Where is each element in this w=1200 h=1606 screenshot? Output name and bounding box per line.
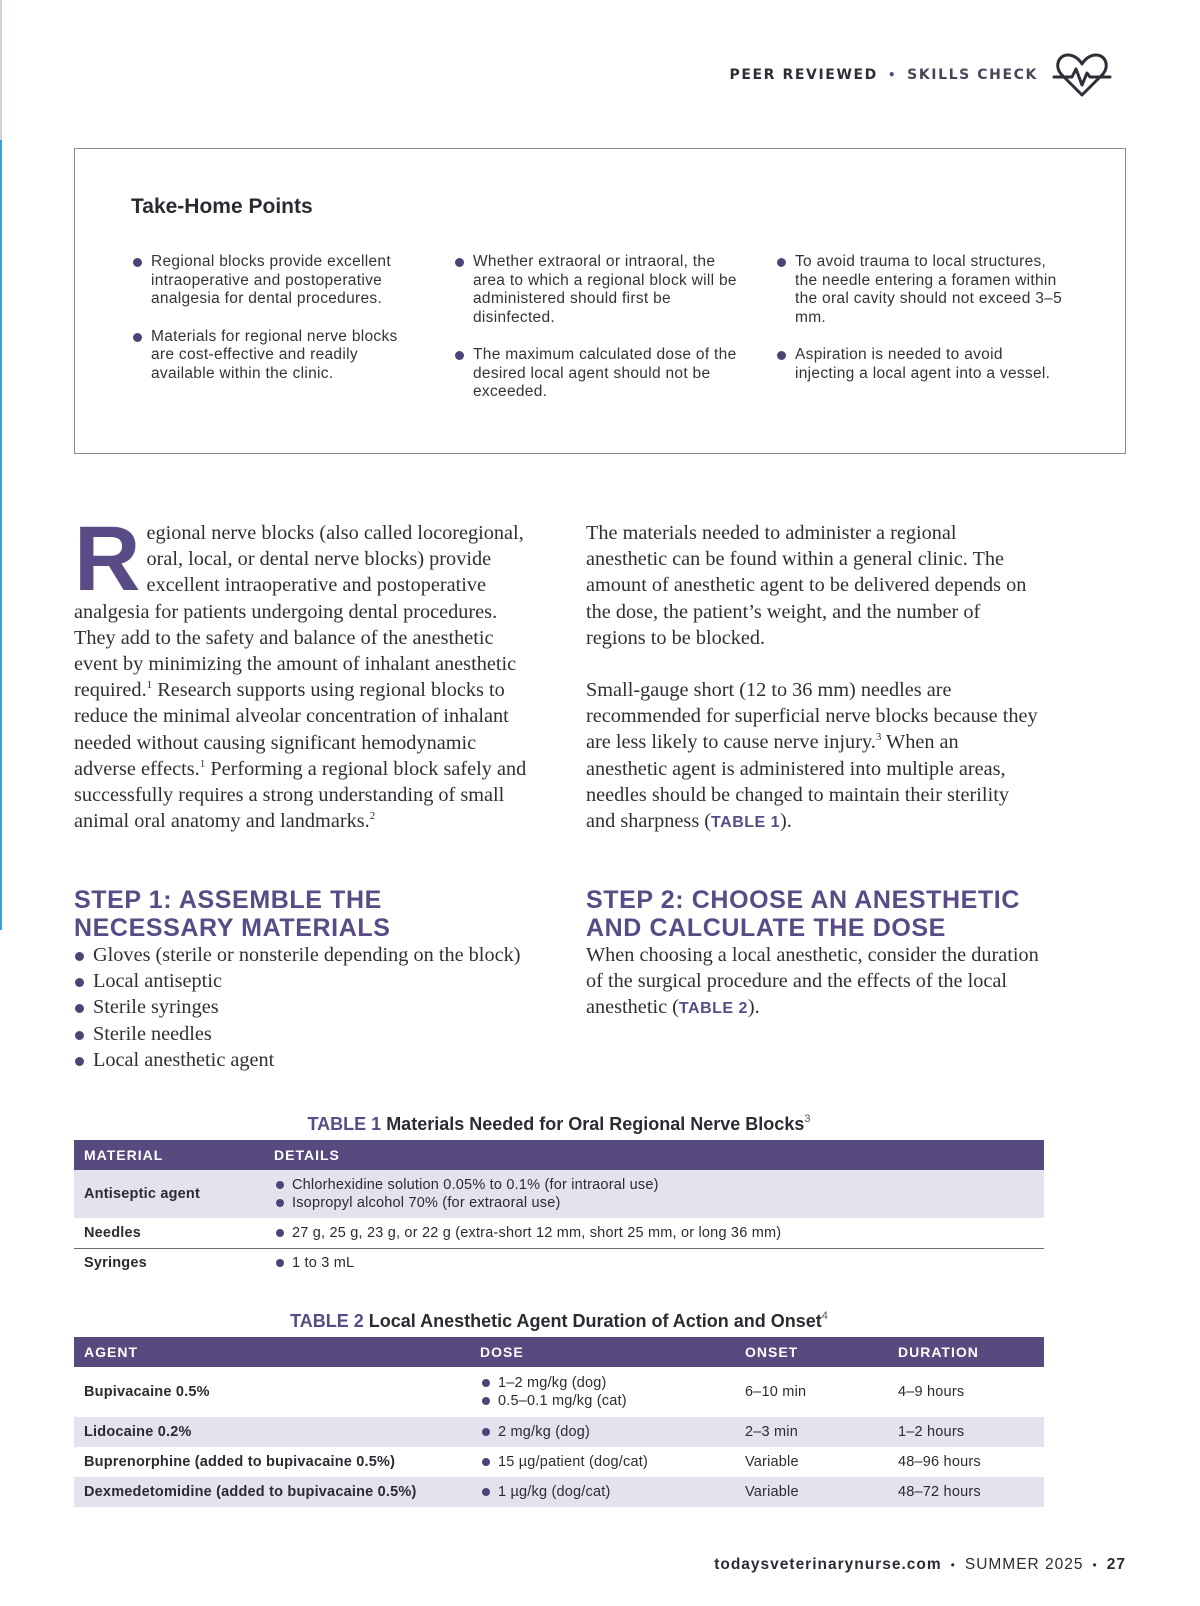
table-1-caption xyxy=(74,1114,1044,1135)
step-2-sentence: When choosing a local anesthetic, consider the duration of the surgical procedure and the effects of the local anesthetic ( xyxy=(586,944,1039,1019)
column-header: ONSET xyxy=(735,1337,888,1367)
step-2-heading-line-2: AND CALCULATE THE DOSE xyxy=(586,914,946,942)
left-edge-accent xyxy=(0,0,2,930)
header-separator: • xyxy=(887,68,898,82)
intro-paragraph xyxy=(74,508,530,834)
needles-paragraph xyxy=(586,677,1042,836)
dose-item: 0.5–0.1 mg/kg (cat) xyxy=(480,1392,725,1411)
citation: 4 xyxy=(821,1310,828,1322)
step-2-sentence-end: ). xyxy=(747,996,760,1019)
needles-sentence-end: ). xyxy=(780,810,792,833)
table-row xyxy=(74,1248,1044,1278)
material-cell: Antiseptic agent xyxy=(74,1170,264,1218)
citation: 1 xyxy=(199,757,206,770)
details-cell xyxy=(264,1218,1044,1248)
list-item: Gloves (sterile or nonsterile depending on the block) xyxy=(74,942,544,968)
intro-text xyxy=(74,508,530,834)
step-2-paragraph xyxy=(586,942,1042,1023)
detail-item: Chlorhexidine solution 0.05% to 0.1% (for intraoral use) xyxy=(274,1176,1034,1195)
take-home-box xyxy=(74,148,1126,454)
header-label xyxy=(729,67,1038,83)
step-2-text xyxy=(586,942,1042,1023)
take-home-item: Aspiration is needed to avoid injecting a local agent into a vessel. xyxy=(775,346,1065,383)
table-row xyxy=(74,1417,1044,1447)
heart-pulse-icon xyxy=(1052,51,1112,99)
onset-cell: Variable xyxy=(745,1454,799,1470)
materials-paragraph: The materials needed to administer a regional anesthetic can be found within a general clinic. The amount of anesthetic agent to be delivered depends on the dose, the patient’s weight, and the number of regions to be blocked. xyxy=(586,522,1027,649)
take-home-column-2 xyxy=(453,253,743,421)
agent-cell: Dexmedetomidine (added to bupivacaine 0.5%) xyxy=(74,1477,470,1507)
dose-item: 1 µg/kg (dog/cat) xyxy=(480,1483,725,1502)
dose-cell xyxy=(470,1417,735,1447)
table-header-row xyxy=(74,1140,1044,1170)
agent-cell: Lidocaine 0.2% xyxy=(74,1417,470,1447)
needles-sentence-2: When an anesthetic agent is administered into multiple areas, needles should be changed to maintain their sterility and sharpness ( xyxy=(586,731,1009,833)
intro-sentence-2: Research supports using regional blocks to reduce the minimal alveolar concentration of inhalant needed without causing significant hemodynamic adverse effects. xyxy=(74,679,509,780)
column-header: MATERIAL xyxy=(74,1140,264,1170)
duration-cell: 4–9 hours xyxy=(898,1384,965,1400)
dose-item: 15 µg/patient (dog/cat) xyxy=(480,1453,725,1472)
footer-separator: • xyxy=(1092,1558,1098,1572)
details-cell xyxy=(264,1248,1044,1278)
citation: 1 xyxy=(146,679,153,692)
table-2 xyxy=(74,1337,1044,1507)
citation: 3 xyxy=(875,731,882,744)
duration-cell: 48–72 hours xyxy=(888,1477,1044,1507)
table-2-title: Local Anesthetic Agent Duration of Action and Onset xyxy=(363,1311,822,1331)
table-row xyxy=(74,1170,1044,1218)
take-home-item: Materials for regional nerve blocks are cost-effective and readily available within the clinic. xyxy=(131,328,421,384)
step-2-heading xyxy=(586,886,1020,942)
material-cell: Syringes xyxy=(84,1255,147,1272)
table-row xyxy=(74,1367,1044,1417)
column-header: DURATION xyxy=(888,1337,1044,1367)
list-item: Local antiseptic xyxy=(74,968,544,994)
right-intro xyxy=(586,520,1042,836)
table-row xyxy=(74,1447,1044,1477)
dose-item: 2 mg/kg (dog) xyxy=(480,1423,725,1442)
header-peer-reviewed: PEER REVIEWED xyxy=(729,67,878,83)
table-1-number: TABLE 1 xyxy=(307,1114,382,1134)
table-1 xyxy=(74,1140,1044,1278)
needles-sentence-1: Small-gauge short (12 to 36 mm) needles are recommended for superficial nerve blocks because they are less likely to cause nerve injury. xyxy=(586,679,1038,754)
dose-item: 1–2 mg/kg (dog) xyxy=(480,1374,725,1393)
footer-issue: SUMMER 2025 xyxy=(964,1556,1084,1573)
detail-item: 1 to 3 mL xyxy=(274,1254,1034,1273)
details-cell xyxy=(264,1170,1044,1218)
table-row xyxy=(74,1477,1044,1507)
column-header: DOSE xyxy=(470,1337,735,1367)
intro-sentence-3: Performing a regional block safely and successfully requires a strong understanding of small animal oral anatomy and landmarks. xyxy=(74,757,527,833)
dose-cell xyxy=(470,1477,735,1507)
material-cell: Needles xyxy=(74,1218,264,1248)
materials-list xyxy=(74,942,544,1073)
column-header: DETAILS xyxy=(264,1140,1044,1170)
onset-cell: 2–3 min xyxy=(735,1417,888,1447)
take-home-item: Whether extraoral or intraoral, the area to which a regional block will be administered should first be disinfected. xyxy=(453,253,743,327)
table-2-caption xyxy=(74,1311,1044,1332)
footer-separator: • xyxy=(950,1558,956,1572)
take-home-item: Regional blocks provide excellent intraoperative and postoperative analgesia for dental procedures. xyxy=(131,253,421,309)
citation: 2 xyxy=(369,810,376,823)
take-home-title: Take-Home Points xyxy=(131,195,313,218)
step-2-heading-line-1: STEP 2: CHOOSE AN ANESTHETIC xyxy=(586,886,1020,914)
take-home-item: To avoid trauma to local structures, the needle entering a foramen within the oral cavity should not exceed 3–5 mm. xyxy=(775,253,1065,327)
step-1-heading-line-1: STEP 1: ASSEMBLE THE xyxy=(74,886,382,914)
step-1-heading xyxy=(74,886,391,942)
detail-item: Isopropyl alcohol 70% (for extraoral use) xyxy=(274,1194,1034,1213)
page-number: 27 xyxy=(1106,1556,1126,1573)
dose-cell xyxy=(470,1447,735,1477)
list-item: Local anesthetic agent xyxy=(74,1047,544,1073)
table-row xyxy=(74,1218,1044,1248)
page-footer xyxy=(714,1556,1126,1574)
page-header xyxy=(729,50,1112,100)
table-1-reference[interactable]: TABLE 1 xyxy=(711,814,781,832)
take-home-column-3 xyxy=(775,253,1065,402)
list-item: Sterile needles xyxy=(74,1021,544,1047)
table-1-title: Materials Needed for Oral Regional Nerve Blocks xyxy=(381,1114,805,1134)
table-header-row xyxy=(74,1337,1044,1367)
agent-cell: Buprenorphine (added to bupivacaine 0.5%) xyxy=(84,1454,396,1470)
step-1-heading-line-2: NECESSARY MATERIALS xyxy=(74,914,391,942)
duration-cell: 1–2 hours xyxy=(888,1417,1044,1447)
onset-cell: 6–10 min xyxy=(745,1384,807,1400)
drop-cap: R xyxy=(74,508,141,610)
footer-site-link[interactable]: todaysveterinarynurse.com xyxy=(714,1556,942,1573)
table-2-number: TABLE 2 xyxy=(290,1311,364,1331)
header-section: SKILLS CHECK xyxy=(907,67,1038,83)
onset-cell: Variable xyxy=(735,1477,888,1507)
table-2-reference[interactable]: TABLE 2 xyxy=(678,1000,748,1018)
agent-cell: Bupivacaine 0.5% xyxy=(84,1384,210,1400)
list-item: Sterile syringes xyxy=(74,994,544,1020)
take-home-item: The maximum calculated dose of the desired local agent should not be exceeded. xyxy=(453,346,743,402)
duration-cell: 48–96 hours xyxy=(898,1454,981,1470)
take-home-column-1 xyxy=(131,253,421,402)
citation: 3 xyxy=(804,1113,811,1125)
detail-item: 27 g, 25 g, 23 g, or 22 g (extra-short 12 mm, short 25 mm, or long 36 mm) xyxy=(274,1224,1034,1243)
column-header: AGENT xyxy=(74,1337,470,1367)
dose-cell xyxy=(470,1367,735,1417)
intro-sentence-1: egional nerve blocks (also called locoregional, oral, local, or dental nerve blocks) provide excellent intraoperative and postoperative analgesia for patients undergoing dental procedures. They add to the safety and balance of the anesthetic event by minimizing the amount of inhalant anesthetic required. xyxy=(74,522,524,702)
